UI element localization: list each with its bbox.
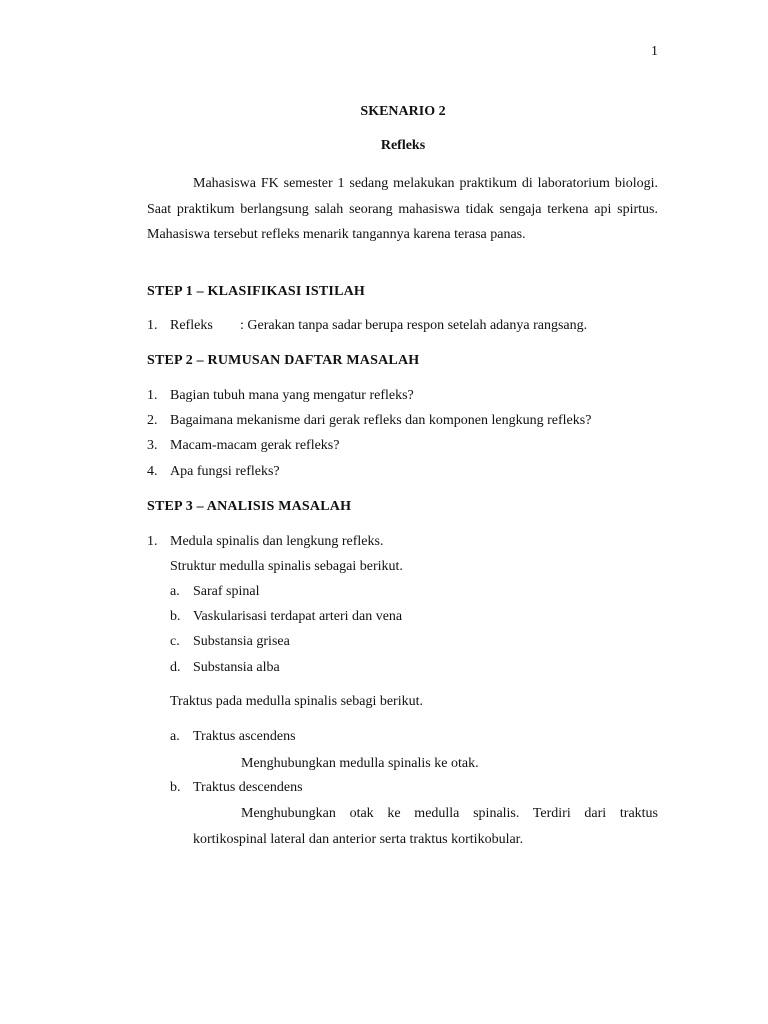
list-number: 1. [147,534,158,549]
step1-item [147,318,587,334]
list-letter: b. [170,609,181,624]
list-number: 3. [147,438,158,453]
list-number: 1. [147,318,158,333]
list-number: 2. [147,413,158,428]
topic-title: Refleks [380,138,426,153]
list-letter: c. [170,634,180,649]
list-letter: a. [170,584,180,599]
scenario-title: SKENARIO 2 [360,104,446,119]
list-item [170,729,296,745]
list-letter: a. [170,729,180,744]
list-text: Traktus descendens [193,780,303,795]
list-item [147,413,591,429]
list-text: Apa fungsi refleks? [170,464,280,479]
traktus-intro: Traktus pada medulla spinalis sebagi berikut. [170,694,423,709]
list-text: Macam-macam gerak refleks? [170,438,340,453]
intro-paragraph-text: Mahasiswa FK semester 1 sedang melakukan praktikum di laboratorium biologi. Saat praktikum berlangsung salah seorang mahasiswa tidak sengaja terkena api spirtus. Mahasiswa tersebut refleks menarik tangannya karena terasa panas. [147,176,658,242]
list-text: Vaskularisasi terdapat arteri dan vena [193,609,403,624]
list-item [170,780,303,796]
list-item [170,634,290,650]
description-text: Menghubungkan otak ke medulla spinalis. Terdiri dari traktus kortikospinal lateral dan anterior serta traktus kortikobular. [193,806,658,847]
list-text: Bagian tubuh mana yang mengatur refleks? [170,388,414,403]
list-letter: d. [170,660,181,675]
page-number: 1 [651,44,658,59]
term-definition: : Gerakan tanpa sadar berupa respon setelah adanya rangsang. [240,318,588,333]
list-number: 4. [147,464,158,479]
traktus-description [193,801,658,852]
step2-heading: STEP 2 – RUMUSAN DAFTAR MASALAH [147,353,420,368]
list-item [147,388,414,404]
list-text: Medula spinalis dan lengkung refleks. [170,534,384,549]
list-number: 1. [147,388,158,403]
term: Refleks [170,318,213,333]
step3-heading: STEP 3 – ANALISIS MASALAH [147,499,352,514]
list-item [147,534,383,550]
struktur-intro: Struktur medulla spinalis sebagai berikut. [170,559,403,574]
list-item [170,660,280,676]
list-item [170,584,259,600]
list-item [147,438,339,454]
list-text: Saraf spinal [193,584,260,599]
list-text: Bagaimana mekanisme dari gerak refleks dan komponen lengkung refleks? [170,413,592,428]
list-text: Traktus ascendens [193,729,296,744]
list-text: Substansia alba [193,660,280,675]
list-letter: b. [170,780,181,795]
list-item [147,464,280,480]
list-item [170,609,402,625]
list-text: Substansia grisea [193,634,290,649]
intro-paragraph [147,171,658,248]
step1-heading: STEP 1 – KLASIFIKASI ISTILAH [147,284,366,299]
traktus-description [193,751,658,777]
description-text: Menghubungkan medulla spinalis ke otak. [241,756,479,771]
